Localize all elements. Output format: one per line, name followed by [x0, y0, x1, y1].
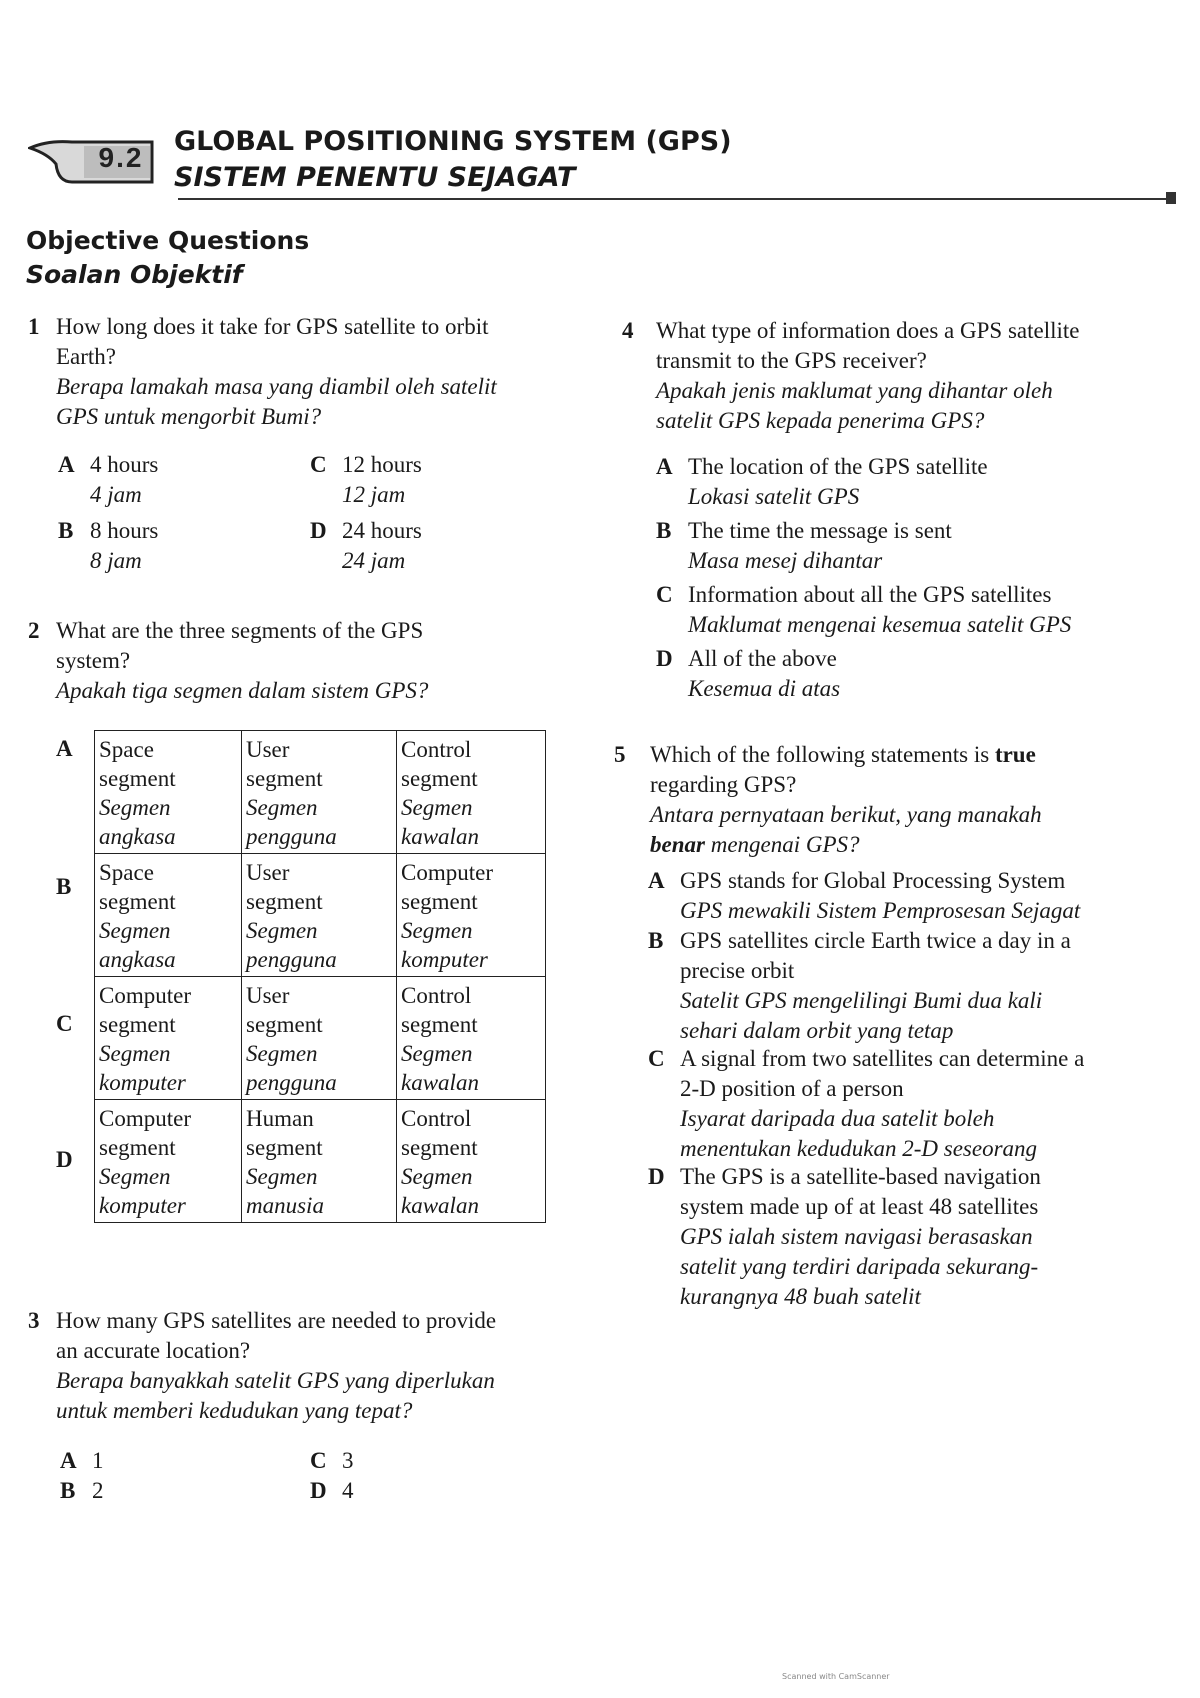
cell-text-en: User	[246, 983, 290, 1008]
option-b[interactable]	[656, 516, 952, 576]
question-line-en: How long does it take for GPS satellite to orbit	[56, 314, 489, 339]
section-number: 9.2	[98, 142, 144, 173]
question-1	[28, 312, 588, 432]
cell-text-en: segment	[246, 889, 323, 914]
table-row	[95, 1100, 546, 1223]
cell-text-ms: manusia	[246, 1193, 324, 1218]
question-line-ms: untuk memberi kedudukan yang tepat?	[56, 1398, 413, 1423]
option-letter: C	[310, 452, 327, 477]
option-text-ms: kurangnya 48 buah satelit	[680, 1284, 921, 1309]
option-text-en: A signal from two satellites can determine a	[680, 1046, 1085, 1071]
table-cell	[95, 977, 242, 1100]
option-letter: D	[656, 646, 673, 671]
cell-text-en: User	[246, 737, 290, 762]
option-letter: A	[648, 868, 665, 893]
option-letter: A	[656, 454, 673, 479]
cell-text-ms: Segmen	[99, 795, 171, 820]
question-line-en: an accurate location?	[56, 1338, 251, 1363]
option-text-en: The location of the GPS satellite	[688, 454, 988, 479]
cell-text-ms: Segmen	[99, 1041, 171, 1066]
option-text-en: 1	[92, 1448, 104, 1473]
option-d[interactable]	[656, 644, 840, 704]
option-text-en: The GPS is a satellite-based navigation	[680, 1164, 1041, 1189]
question-line-ms	[650, 830, 1042, 860]
table-cell	[95, 854, 242, 977]
option-d[interactable]	[310, 516, 422, 576]
option-text-en: 12 hours	[342, 452, 422, 477]
question-line-en: regarding GPS?	[650, 772, 797, 797]
question-number: 3	[28, 1308, 40, 1333]
cell-text-ms: Segmen	[99, 918, 171, 943]
cell-text-en: Computer	[401, 860, 493, 885]
option-b[interactable]	[58, 516, 158, 576]
emphasis-benar: benar	[650, 832, 705, 857]
cell-text-ms: komputer	[99, 1070, 186, 1095]
option-a[interactable]	[656, 452, 988, 512]
table-cell	[242, 977, 397, 1100]
cell-text-en: segment	[246, 1012, 323, 1037]
cell-text-en: Space	[99, 860, 154, 885]
option-c[interactable]	[310, 1446, 354, 1476]
cell-text-en: Control	[401, 983, 472, 1008]
question-line-ms: Apakah tiga segmen dalam sistem GPS?	[56, 678, 429, 703]
question-number: 5	[614, 742, 626, 767]
cell-text-ms: kawalan	[401, 1070, 479, 1095]
option-text-ms: Kesemua di atas	[688, 676, 841, 701]
option-letter: C	[656, 582, 673, 607]
chapter-header	[28, 124, 1178, 204]
table-cell	[397, 731, 546, 854]
option-letter[interactable]: A	[56, 736, 73, 761]
section-badge	[28, 134, 158, 190]
option-c[interactable]	[656, 580, 1071, 640]
option-text-en: 4	[342, 1478, 354, 1503]
option-text-en: GPS satellites circle Earth twice a day in a	[680, 928, 1071, 953]
option-text-ms: sehari dalam orbit yang tetap	[680, 1018, 954, 1043]
header-rule	[178, 198, 1166, 200]
option-b[interactable]	[60, 1476, 104, 1506]
cell-text-en: segment	[99, 889, 176, 914]
cell-text-en: segment	[246, 766, 323, 791]
option-letter: A	[58, 452, 75, 477]
option-text	[680, 1044, 1084, 1164]
cell-text-ms: pengguna	[246, 824, 337, 849]
question-text	[56, 312, 497, 432]
table-row	[95, 731, 546, 854]
option-text-ms: Isyarat daripada dua satelit boleh	[680, 1106, 995, 1131]
option-text-en: 24 hours	[342, 518, 422, 543]
option-text-ms: Lokasi satelit GPS	[688, 484, 860, 509]
section-title-ms: Soalan Objektif	[26, 260, 243, 289]
question-text	[650, 740, 1042, 860]
option-text-ms: GPS mewakili Sistem Pemprosesan Sejagat	[680, 898, 1081, 923]
table-row	[95, 854, 546, 977]
question-text	[656, 316, 1080, 436]
option-letter: C	[310, 1448, 327, 1473]
option-text	[680, 926, 1071, 1046]
option-text-ms: menentukan kedudukan 2-D seseorang	[680, 1136, 1038, 1161]
option-text-en: 4 hours	[90, 452, 159, 477]
question-line-en: Earth?	[56, 344, 117, 369]
question-line-en: What are the three segments of the GPS	[56, 618, 424, 643]
table-row	[95, 977, 546, 1100]
question-line-ms: satelit GPS kepada penerima GPS?	[656, 408, 985, 433]
question-line-ms: Antara pernyataan berikut, yang manakah	[650, 802, 1042, 827]
option-text	[680, 1162, 1041, 1312]
scanner-watermark: Scanned with CamScanner	[782, 1672, 890, 1681]
cell-text-ms: kawalan	[401, 824, 479, 849]
question-line-ms: Berapa banyakkah satelit GPS yang diperlukan	[56, 1368, 495, 1393]
option-c[interactable]	[648, 1044, 1084, 1164]
option-text-en: precise orbit	[680, 958, 795, 983]
cell-text-ms: Segmen	[246, 1041, 318, 1066]
cell-text-ms: kawalan	[401, 1193, 479, 1218]
emphasis-true: true	[994, 742, 1036, 767]
cell-text-en: segment	[401, 1012, 478, 1037]
cell-text-en: Control	[401, 737, 472, 762]
cell-text-en: segment	[246, 1135, 323, 1160]
option-d[interactable]	[310, 1476, 354, 1506]
option-text-en: 3	[342, 1448, 354, 1473]
question-text-part: Which of the following statements is	[650, 742, 995, 767]
cell-text-ms: Segmen	[246, 918, 318, 943]
cell-text-ms: pengguna	[246, 1070, 337, 1095]
cell-text-ms: Segmen	[401, 1164, 473, 1189]
option-text-ms: 8 jam	[90, 548, 142, 573]
option-c[interactable]	[310, 450, 422, 510]
question-line-ms: Apakah jenis maklumat yang dihantar oleh	[656, 378, 1053, 403]
question-text	[56, 1306, 496, 1426]
option-letter: C	[648, 1046, 665, 1071]
question-line-en: system?	[56, 648, 131, 673]
cell-text-en: segment	[99, 1012, 176, 1037]
option-a[interactable]	[648, 866, 1080, 926]
option-text-en: The time the message is sent	[688, 518, 952, 543]
cell-text-ms: komputer	[99, 1193, 186, 1218]
option-a[interactable]	[58, 450, 158, 510]
option-a[interactable]	[60, 1446, 104, 1476]
cell-text-ms: komputer	[401, 947, 488, 972]
table-cell	[95, 1100, 242, 1223]
option-letter: A	[60, 1448, 77, 1473]
option-text-ms: Masa mesej dihantar	[688, 548, 883, 573]
option-text-en: 2-D position of a person	[680, 1076, 904, 1101]
table-cell	[397, 977, 546, 1100]
cell-text-en: segment	[401, 889, 478, 914]
option-text	[680, 866, 1080, 926]
option-letter: B	[58, 518, 74, 543]
cell-text-en: segment	[401, 1135, 478, 1160]
option-letter: D	[310, 1478, 327, 1503]
cell-text-ms: angkasa	[99, 824, 176, 849]
option-text-ms: 4 jam	[90, 482, 142, 507]
cell-text-ms: Segmen	[401, 795, 473, 820]
option-letter: B	[648, 928, 664, 953]
cell-text-ms: Segmen	[246, 795, 318, 820]
question-line-en	[650, 740, 1042, 770]
option-letter[interactable]: D	[56, 1147, 73, 1172]
cell-text-en: Space	[99, 737, 154, 762]
cell-text-en: User	[246, 860, 290, 885]
question-2	[28, 616, 568, 712]
question-line-en: What type of information does a GPS satellite	[656, 318, 1080, 343]
option-text-en: Information about all the GPS satellites	[688, 582, 1052, 607]
question-number: 4	[622, 318, 634, 343]
option-text-en: system made up of at least 48 satellites	[680, 1194, 1039, 1219]
option-text-ms: Maklumat mengenai kesemua satelit GPS	[688, 612, 1072, 637]
question-5	[614, 740, 1184, 864]
cell-text-en: Computer	[99, 983, 191, 1008]
cell-text-ms: Segmen	[246, 1164, 318, 1189]
option-text-ms: 24 jam	[342, 548, 406, 573]
header-rule-end	[1166, 192, 1176, 204]
cell-text-en: Human	[246, 1106, 314, 1131]
cell-text-ms: Segmen	[401, 1041, 473, 1066]
option-text-en: 2	[92, 1478, 104, 1503]
table-cell	[242, 731, 397, 854]
question-line-en: How many GPS satellites are needed to provide	[56, 1308, 497, 1333]
question-line-ms: Berapa lamakah masa yang diambil oleh satelit	[56, 374, 497, 399]
question-text-part: mengenai GPS?	[704, 832, 860, 857]
table-cell	[242, 854, 397, 977]
question-number: 2	[28, 618, 40, 643]
question-number: 1	[28, 314, 40, 339]
cell-text-en: Computer	[99, 1106, 191, 1131]
question-3	[28, 1306, 588, 1430]
option-d[interactable]	[648, 1162, 1041, 1312]
table-cell	[397, 854, 546, 977]
cell-text-en: segment	[99, 766, 176, 791]
question-text	[56, 616, 428, 706]
option-letter: D	[648, 1164, 665, 1189]
cell-text-ms: angkasa	[99, 947, 176, 972]
option-letter[interactable]: B	[56, 874, 72, 899]
option-text-en: All of the above	[688, 646, 837, 671]
option-letter: B	[656, 518, 672, 543]
cell-text-en: segment	[401, 766, 478, 791]
option-letter[interactable]: C	[56, 1011, 73, 1036]
option-letter: B	[60, 1478, 76, 1503]
table-cell	[397, 1100, 546, 1223]
table-cell	[242, 1100, 397, 1223]
section-title-en: Objective Questions	[26, 226, 310, 255]
option-letter: D	[310, 518, 327, 543]
cell-text-en: Control	[401, 1106, 472, 1131]
option-text-ms: satelit yang terdiri daripada sekurang-	[680, 1254, 1039, 1279]
segments-table	[94, 730, 546, 1223]
option-text-en: 8 hours	[90, 518, 159, 543]
question-4	[622, 316, 1182, 440]
option-text-ms: GPS ialah sistem navigasi berasaskan	[680, 1224, 1033, 1249]
cell-text-en: segment	[99, 1135, 176, 1160]
cell-text-ms: pengguna	[246, 947, 337, 972]
option-text-en: GPS stands for Global Processing System	[680, 868, 1066, 893]
question-line-ms: GPS untuk mengorbit Bumi?	[56, 404, 322, 429]
option-text-ms: 12 jam	[342, 482, 406, 507]
question-line-en: transmit to the GPS receiver?	[656, 348, 927, 373]
option-b[interactable]	[648, 926, 1071, 1046]
option-text-ms: Satelit GPS mengelilingi Bumi dua kali	[680, 988, 1043, 1013]
chapter-title-ms: SISTEM PENENTU SEJAGAT	[174, 162, 576, 193]
cell-text-ms: Segmen	[99, 1164, 171, 1189]
cell-text-ms: Segmen	[401, 918, 473, 943]
chapter-title-en: GLOBAL POSITIONING SYSTEM (GPS)	[174, 126, 732, 157]
table-cell	[95, 731, 242, 854]
